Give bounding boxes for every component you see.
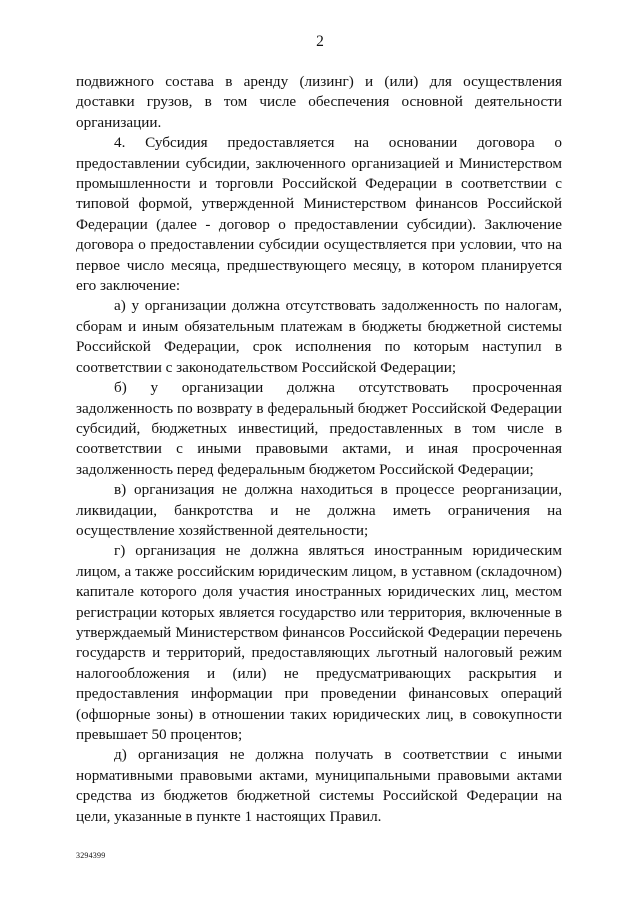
paragraph-clause-4: 4. Субсидия предоставляется на основании договора о предоставлении субсидии, заключенного организацией и Министерством промышленности и торговли Российской Федерации в соответствии с типовой формой, утвержденной Министерством финансов Российской Федерации (далее - договор о предоставлении субсидии). Заключение договора о предоставлении субсидии осуществляется при условии, что на первое число месяца, предшествующего месяцу, в котором планируется его заключение: <box>76 134 562 295</box>
document-id-footer: 3294399 <box>76 851 106 860</box>
paragraph-continuation: подвижного состава в аренду (лизинг) и (или) для осуществления доставки грузов, в том числе обеспечения основной деятельности организации. <box>76 73 562 131</box>
paragraph-clause-a: а) у организации должна отсутствовать задолженность по налогам, сборам и иным обязательным платежам в бюджеты бюджетной системы Российской Федерации, срок исполнения по которым наступил в соответствии с законодательством Российской Федерации; <box>76 297 562 376</box>
paragraph-clause-v: в) организация не должна находиться в процессе реорганизации, ликвидации, банкротства и не должна иметь ограничения на осуществление хозяйственной деятельности; <box>76 481 562 539</box>
page-number: 2 <box>316 33 324 50</box>
paragraph-clause-g: г) организация не должна являться иностранным юридическим лицом, а также российским юридическим лицом, в уставном (складочном) капитале которого доля участия иностранных юридических лиц, местом регистрации которых является государство или территория, включенные в утверждаемый Министерством финансов Российской Федерации перечень государств и территорий, предоставляющих льготный налоговый режим налогообложения и (или) не предусматривающих раскрытия и предоставления информации при проведении финансовых операций (офшорные зоны) в отношении таких юридических лиц, в совокупности превышает 50 процентов; <box>76 542 562 743</box>
paragraph-clause-d: д) организация не должна получать в соответствии с иными нормативными правовыми актами, муниципальными правовыми актами средства из бюджетов бюджетной системы Российской Федерации на цели, указанные в пункте 1 настоящих Правил. <box>76 746 562 825</box>
document-body <box>76 72 562 827</box>
paragraph-clause-b: б) у организации должна отсутствовать просроченная задолженность по возврату в федеральный бюджет Российской Федерации субсидий, бюджетных инвестиций, предоставленных в том числе в соответствии с иными правовыми актами, и иная просроченная задолженность перед федеральным бюджетом Российской Федерации; <box>76 379 562 478</box>
